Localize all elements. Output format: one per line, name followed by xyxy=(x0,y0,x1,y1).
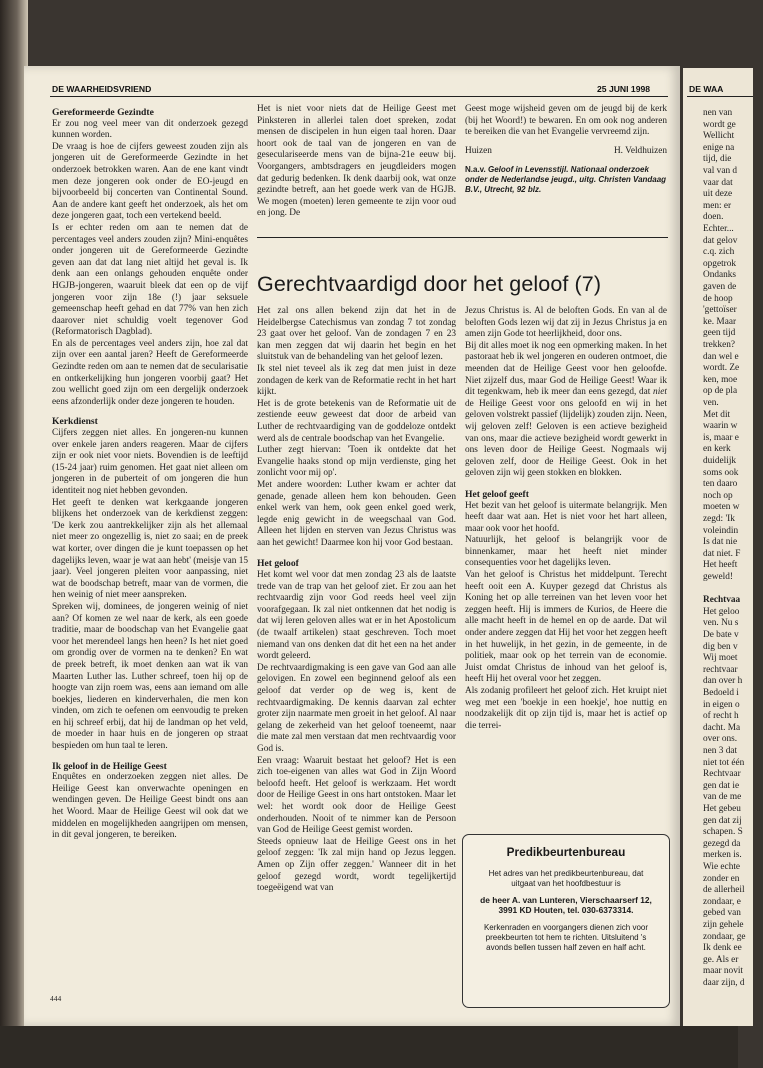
heading-heilige-geest: Ik geloof in de Heilige Geest xyxy=(52,760,167,772)
next-page-line: vaar dat xyxy=(703,177,733,188)
next-page-line: Het geloo xyxy=(703,606,740,617)
next-page-line: Rechtvaa xyxy=(703,595,741,606)
next-page-line: niet tot één xyxy=(703,757,745,768)
next-page-line: rechtvaar xyxy=(703,664,738,675)
next-page-line: Ik denk ee xyxy=(703,943,742,954)
article-column-1 xyxy=(257,306,456,895)
next-page-line: gezegd da xyxy=(703,838,741,849)
heading-gereformeerde-gezindte: Gereformeerde Gezindte xyxy=(52,107,154,118)
paragraph: Het zal ons allen bekend zijn dat het in de Heidelbergse Catechismus van zondag 7 tot zondag 23 gaat over het geloof. Van de zondagen 7 en 23 kan men zeggen dat wij daarin het begin en het sluitstuk van de behandeling van het geloof lezen. xyxy=(257,306,456,363)
next-page-line: zegd: 'Ik xyxy=(703,514,735,524)
issue-date: 25 JUNI 1998 xyxy=(597,84,651,94)
next-page-line: opgetrok xyxy=(703,258,737,269)
next-page-line: dat gelov xyxy=(703,235,738,246)
column-3-continuation xyxy=(465,104,667,195)
paragraph: Cijfers zeggen niet alles. En jongeren-nu kunnen over enkele jaren anders reageren. Maar de cijfers zijn er ook niet voor niets. Bovendien is de leeftijd (15-24 jaar) ruim genomen. Het gaat niet alleen om jongeren in de puberteit of om jongeren die hun identiteit nog niet hebben gevonden. xyxy=(52,428,248,496)
article-separator xyxy=(257,237,668,238)
next-page-line: is, maar e xyxy=(703,432,739,443)
paragraph: Enquêtes en onderzoeken zeggen niet alles. De Heilige Geest kan onverwachte openingen en wendingen geven. De Heilige Geest bindt ons aan het Woord. Maar de Heilige Geest wil ook dat we middelen en mogelijkheden aangrijpen om mensen, in dit geval jongeren, te bereiken. xyxy=(52,772,248,841)
paragraph: Als zodanig profileert het geloof zich. Het kruipt niet weg met een 'boekje in een hoekje', hoe nuttig en noodzakelijk dit op zijn tijd is, maar het is actief op die terrei- xyxy=(465,686,667,731)
paragraph: Ik stel niet teveel als ik zeg dat men juist in deze zondagen de kerk van de Reformatie recht in het hart kijkt. xyxy=(257,363,456,398)
paragraph: Steeds opnieuw laat de Heilige Geest ons in het geloof zeggen: 'Ik zal mijn hand op Jezus leggen. Amen op Zijn offer zeggen.' Wanneer dit in het geloof gezegd wordt, wordt tegelijkertijd toegeëigend wat van xyxy=(257,836,456,894)
next-page-line: dig ben v xyxy=(703,641,738,652)
article-title: Gerechtvaardigd door het geloof (7) xyxy=(257,272,602,296)
next-page-line: ke. Maar xyxy=(703,316,737,327)
paragraph: Jezus Christus is. Al de beloften Gods. En van al de beloften Gods lezen wij dat zij in Jezus Christus ja en amen zijn Gode tot heerlijkheid, door ons. xyxy=(465,306,667,340)
next-page-header: DE WAA xyxy=(689,84,724,94)
book-reference xyxy=(465,165,667,195)
next-page-line: c.q. zich xyxy=(703,247,735,258)
next-page-line: daar zijn, d xyxy=(703,978,745,988)
next-page-line: Bedoeld i xyxy=(703,688,739,698)
next-page-line: zondaar, ge xyxy=(703,931,746,942)
column-1 xyxy=(52,104,248,842)
next-page-line: Met dit xyxy=(703,409,731,420)
next-page-line: in eigen o xyxy=(703,699,740,710)
paragraph: Spreken wij, dominees, de jongeren weinig of niet aan? Of komen ze wel naar de kerk, als een goede traditie, maar de boodschap van het Evangelie gaat voor het merendeel langs hen heen? Is het niet goed om grondig over de vormen na te denken? En wat de preek betreft, ik moet denken aan wat ik van Maarten Luther las. Luther schreef, toen hij op de hoogte van zijn roem was, eens aan iemand om alle boekjes, liederen en kinderverhalen, die men kon vinden, om zich te oefenen om eenvoudig te preken en hij schreef erbij, dat hij de landman op het veld, de moeder in haar huis en de jongeren op straat bespieden om hun taal te leren. xyxy=(52,601,248,752)
next-page-line: of recht h xyxy=(703,711,739,722)
next-page-line: waarin w xyxy=(703,421,738,432)
paragraph: Een vraag: Waaruit bestaat het geloof? Het is een zich toe-eigenen van alles wat God in Zijn Woord beloofd heeft. Het geloof is werkzaam. Het wordt door de Heilige Geest in ons hart ontstoken. Maar let wel: het wordt ook door de Heilige Geest onderhouden. Nooit of te nimmer kan de Persoon van God de Heilige Geest gemist worden. xyxy=(257,755,456,836)
paragraph: Geest moge wijsheid geven om de jeugd bij de kerk (bij het Woord!) te bewaren. En om ook nog anderen te bereiken die van het Evangelie vervreemd zijn. xyxy=(465,104,667,138)
byline-author: H. Veldhuizen xyxy=(613,145,667,156)
next-page-line: de allerheil xyxy=(703,885,745,896)
book-reference-text: Geloof in Levensstijl. Nationaal onderzoek onder de Nederlandse jeugd., uitg. Christen Vandaag B.V., Utrecht, 92 blz. xyxy=(465,165,667,195)
next-page-line: gen dat ie xyxy=(703,780,740,791)
box-title: Predikbeurtenbureau xyxy=(506,845,626,859)
paragraph: Het bezit van het geloof is uitermate belangrijk. Men heeft daar wat aan. Het is niet voor het hart alleen, maar ook voor het hoofd. xyxy=(465,500,667,534)
box-intro: Het adres van het predikbeurtenbureau, dat uitgaat van het hoofdbestuur is xyxy=(488,869,644,888)
paragraph: Het is niet voor niets dat de Heilige Geest met Pinksteren in allerlei talen doet spreken, zodat mensen de discipelen in hun eigen taal horen. Daar hoort ook de taal van de jongeren en van de geseculariseerde mens van de bijna-21e eeuw bij. Voorgangers, ambtsdragers en jeugdleiders mogen dat gedurig bedenken. Ik denk daarbij ook, wat onze gezindte betreft, aan het goede werk van de HGJB. We mogen (moeten) leren gemeente te zijn voor oud en jong. De xyxy=(257,104,456,219)
header-rule xyxy=(50,96,668,97)
next-page-line: 'gettoïser xyxy=(703,305,737,316)
next-page-line: Echter... xyxy=(703,224,734,234)
next-page-line: doen. xyxy=(703,212,724,223)
next-page-line: nen van xyxy=(703,108,733,118)
paragraph: De rechtvaardigmaking is een gave van God aan alle gelovigen. En zowel een beginnend geloof als een geloof dat verder op de weg is, kent de rechtvaardigmaking. De kennis daarvan zal echter groter zijn naarmate men groeit in het geloof. Al naar gelang de zekerheid van het geloof toeneemt, naar die mate zal men verstaan dat men rechtvaardig voor God is. xyxy=(257,662,456,754)
paragraph: Het komt wel voor dat men zondag 23 als de laatste trede van de trap van het geloof ziet. Er zou aan het rechtvaardig zijn voor God reeds heel veel zijn voorafgegaan. Ik zal niet ontkennen dat het nodig is dat wij leren geloven alles wat er in het Apostolicum (de twaalf artikelen) staat geschreven. Toch moet niemand van ons denken dat dit het een na het ander wordt geleerd. xyxy=(257,570,456,662)
box-instructions: Kerkenraden en voorgangers dienen zich voor preekbeurten tot hem te richten. Uitsluitend 's avonds bellen tussen half zeven en half acht. xyxy=(483,922,649,952)
next-page-line: uit deze xyxy=(703,189,733,200)
next-page-line: en kerk xyxy=(703,444,731,455)
paragraph: Het geeft te denken wat kerkgaande jongeren blijkens het onderzoek van de kerkdienst zeggen: 'De kerk zou aantrekkelijker zijn als het allemaal niet meer zo ongezellig is, niet zo saai; en de preek wat korter, over dingen die je kunt toepassen op het dagelijks leven, waar je wat aan hebt' (meisje van 15 jaar). Veel jongeren pleiten voor aanpassing, niet wat de boodschap betreft, maar van de vormen, die hen weinig of niet meer aanspreken. xyxy=(52,497,248,601)
next-page-line: noch op xyxy=(703,490,733,501)
predikbeurtenbureau-box xyxy=(462,834,670,1008)
next-page-line: Wellicht xyxy=(703,131,735,142)
byline xyxy=(465,146,667,158)
next-page-line: tijd, die xyxy=(703,154,732,165)
next-page-line: wordt. Ze xyxy=(703,363,740,374)
next-page-line: soms ook xyxy=(703,467,739,478)
next-page-line: nen 3 dat xyxy=(703,746,738,756)
next-page-line: Ondanks xyxy=(703,270,737,281)
paragraph: Van het geloof is Christus het middelpunt. Terecht heeft ooit een A. Kuyper gezegd dat Christus als Koning het op alle terreinen van het leven voor het zeggen heeft. Hij is immers de Kurios, de Heere die alle macht heeft in de hemel en op de aarde. Dat wil onder andere zeggen dat Hij het voor het zeggen heeft in het huwelijk, in het gezin, in de gemeente, in de politiek, maar ook op het terrein van de economie. Juist omdat Christus de inhoud van het geloof is, heeft Hij het overal voor het zeggen. xyxy=(465,570,667,685)
paragraph: En als de percentages veel anders zijn, hoe zal dat zijn over een aantal jaren? Heeft de Gereformeerde Gezindte reden om aan te nemen dat de secularisatie en ontkerkelijking hun jongeren voorbij gaat? Het zou wellicht goed zijn om een dergelijk onderzoek eens afzonderlijk onder deze jongeren te houden. xyxy=(52,338,248,407)
heading-het-geloof: Het geloof xyxy=(257,558,299,570)
next-page-line: duidelijk xyxy=(703,456,737,466)
next-page-line: gen dat zij xyxy=(703,815,742,826)
next-page-line: voleindin xyxy=(703,525,739,536)
next-page-line: op de pla xyxy=(703,386,738,397)
next-page-line: geen tijd xyxy=(703,328,736,339)
next-page-line: moeten w xyxy=(703,502,740,513)
paragraph: Is er echter reden om aan te nemen dat de percentages veel anders zouden zijn? Mini-enquêtes onder jongeren uit de Gereformeerde Gezindte geven aan dat dat lang niet altijd het geval is. Ik denk aan een onlangs gehouden enquête onder HGJB-jongeren, waaruit bleek dat een op de vijf jongeren voor zijn 18e (!) jaar seksuele gemeenschap heeft gehad en dat 77% van hen zich daarover niet schuldig voelt tegenover God (Reformatorisch Dagblad). xyxy=(52,222,248,338)
heading-het-geloof-geeft: Het geloof geeft xyxy=(465,488,529,500)
next-page-line: maar novit xyxy=(703,966,744,977)
next-page-line: geweld! xyxy=(703,572,733,582)
next-page-edge xyxy=(683,68,753,1026)
next-page-line: dan over h xyxy=(703,676,743,687)
next-page-line: enige na xyxy=(703,142,735,153)
next-page-line: de hoop xyxy=(703,293,733,304)
next-page-line: gaven de xyxy=(703,282,737,292)
paragraph: Met andere woorden: Luther kwam er achter dat genade, genade alleen hem kon behouden. Geen enkel werk van hem, ook geen enkel goed werk, legde enig gewicht in de weegschaal van God. Alleen het lijden en sterven van Jezus Christus was aan het gewicht! Daarmee kon hij voor God bestaan. xyxy=(257,479,456,548)
paragraph: Het is de grote betekenis van de Reformatie uit de zestiende eeuw geweest dat door de arbeid van Luther de rechtvaardiging van de goddeloze ontdekt werd als de centrale boodschap van het Evangelie. xyxy=(257,398,456,444)
heading-kerkdienst: Kerkdienst xyxy=(52,416,98,428)
emphasis: niet xyxy=(653,387,667,398)
paragraph xyxy=(465,341,667,480)
publication-name: DE WAARHEIDSVRIEND xyxy=(52,84,152,94)
next-page-line: schapen. S xyxy=(703,827,743,838)
next-page-line: De bate v xyxy=(703,630,739,640)
next-page-line: dan wel e xyxy=(703,351,739,362)
paragraph: Natuurlijk, het geloof is belangrijk voor de binnenkamer, maar het heeft niet minder consequenties voor het dagelijks leven. xyxy=(465,535,667,569)
next-page-header-rule xyxy=(687,96,753,97)
book-reference-prefix: N.a.v. xyxy=(465,165,488,175)
next-page-line: val van d xyxy=(703,166,738,176)
page-number: 444 xyxy=(50,994,62,1003)
next-page-line: van de me xyxy=(703,792,742,803)
next-page-line: ven. xyxy=(703,398,719,408)
next-page-line: trekken? xyxy=(703,340,736,350)
next-page-line: dat niet. F xyxy=(703,548,741,559)
next-page-line: Het gebeu xyxy=(703,804,741,814)
box-address: de heer A. van Lunteren, Vierschaarserf 12, 3991 KD Houten, tel. 030-6373314. xyxy=(480,895,652,916)
article-column-2 xyxy=(465,306,667,732)
next-page-line: dacht. Ma xyxy=(703,722,741,733)
next-page-line: ge. Als er xyxy=(703,954,739,965)
paragraph-part: Bij dit alles moet ik nog een opmerking maken. In het pastoraat heb ik wel jongeren en ouderen ontmoet, die meenden dat de Heilige Geest voor hen geloofde. Niet zijzelf dus, maar God de Heilige Geest! Waar ik dit tegenkwam, heb ik meer dan eens gezegd, dat xyxy=(465,340,667,398)
next-page-line: zonder en xyxy=(703,873,740,884)
paragraph-part: de Heilige Geest voor ons geloofd en wij in het geloven volstrekt passief (lijdelijk) zouden zijn. Neen, wij geloven zelf! Geloven is een actieve bezigheid van ons, maar die actieve bezigheid wordt gewerkt in ons leven door de Heilige Geest. Nogmaals wij geloven zelf, door de Heilige Geest. Ook in het geloven zijn wij geen stokken en blokken. xyxy=(465,398,667,479)
next-page-line: Wie echte xyxy=(703,862,741,872)
next-page-line: men: er xyxy=(703,200,732,211)
byline-place: Huizen xyxy=(465,145,492,156)
paragraph: Luther zegt hiervan: 'Toen ik ontdekte dat het Evangelie haaks stond op mijn verdienste, ging het zonlicht voor mij op'. xyxy=(257,445,456,479)
next-page-line: merken is. xyxy=(703,850,742,861)
next-page-line: ken, moe xyxy=(703,374,738,385)
next-page-line: ven. Nu s xyxy=(703,618,739,629)
next-page-line: zondaar, e xyxy=(703,896,741,907)
next-page-line: Het heeft xyxy=(703,560,738,571)
paragraph: Er zou nog veel meer van dit onderzoek gezegd kunnen worden. xyxy=(52,118,248,141)
next-page-line: over ons. xyxy=(703,734,738,745)
next-page-line: ten daaro xyxy=(703,479,738,490)
paragraph: De vraag is hoe de cijfers geweest zouden zijn als jongeren uit de Gereformeerde Gezindte in het onderzoek betrokken waren. Aan de ene kant vindt men deze jongeren ook onder de EO-jeugd en bijvoorbeeld bij concerten van Continental Sound. Aan de andere kant geeft het onderzoek, als het om deze jongeren gaat, toch een vertekend beeld. xyxy=(52,141,248,222)
next-page-line: gebed van xyxy=(703,908,741,919)
background-bottom xyxy=(0,1026,738,1068)
next-page-line: zijn gehele xyxy=(703,920,744,930)
column-2-continuation xyxy=(257,104,456,220)
next-page-line: Rechtvaar xyxy=(703,769,741,780)
next-page-line: Is dat nie xyxy=(703,537,738,548)
next-page-line: Wij moet xyxy=(703,653,738,664)
next-page-line: wordt ge xyxy=(703,119,736,130)
